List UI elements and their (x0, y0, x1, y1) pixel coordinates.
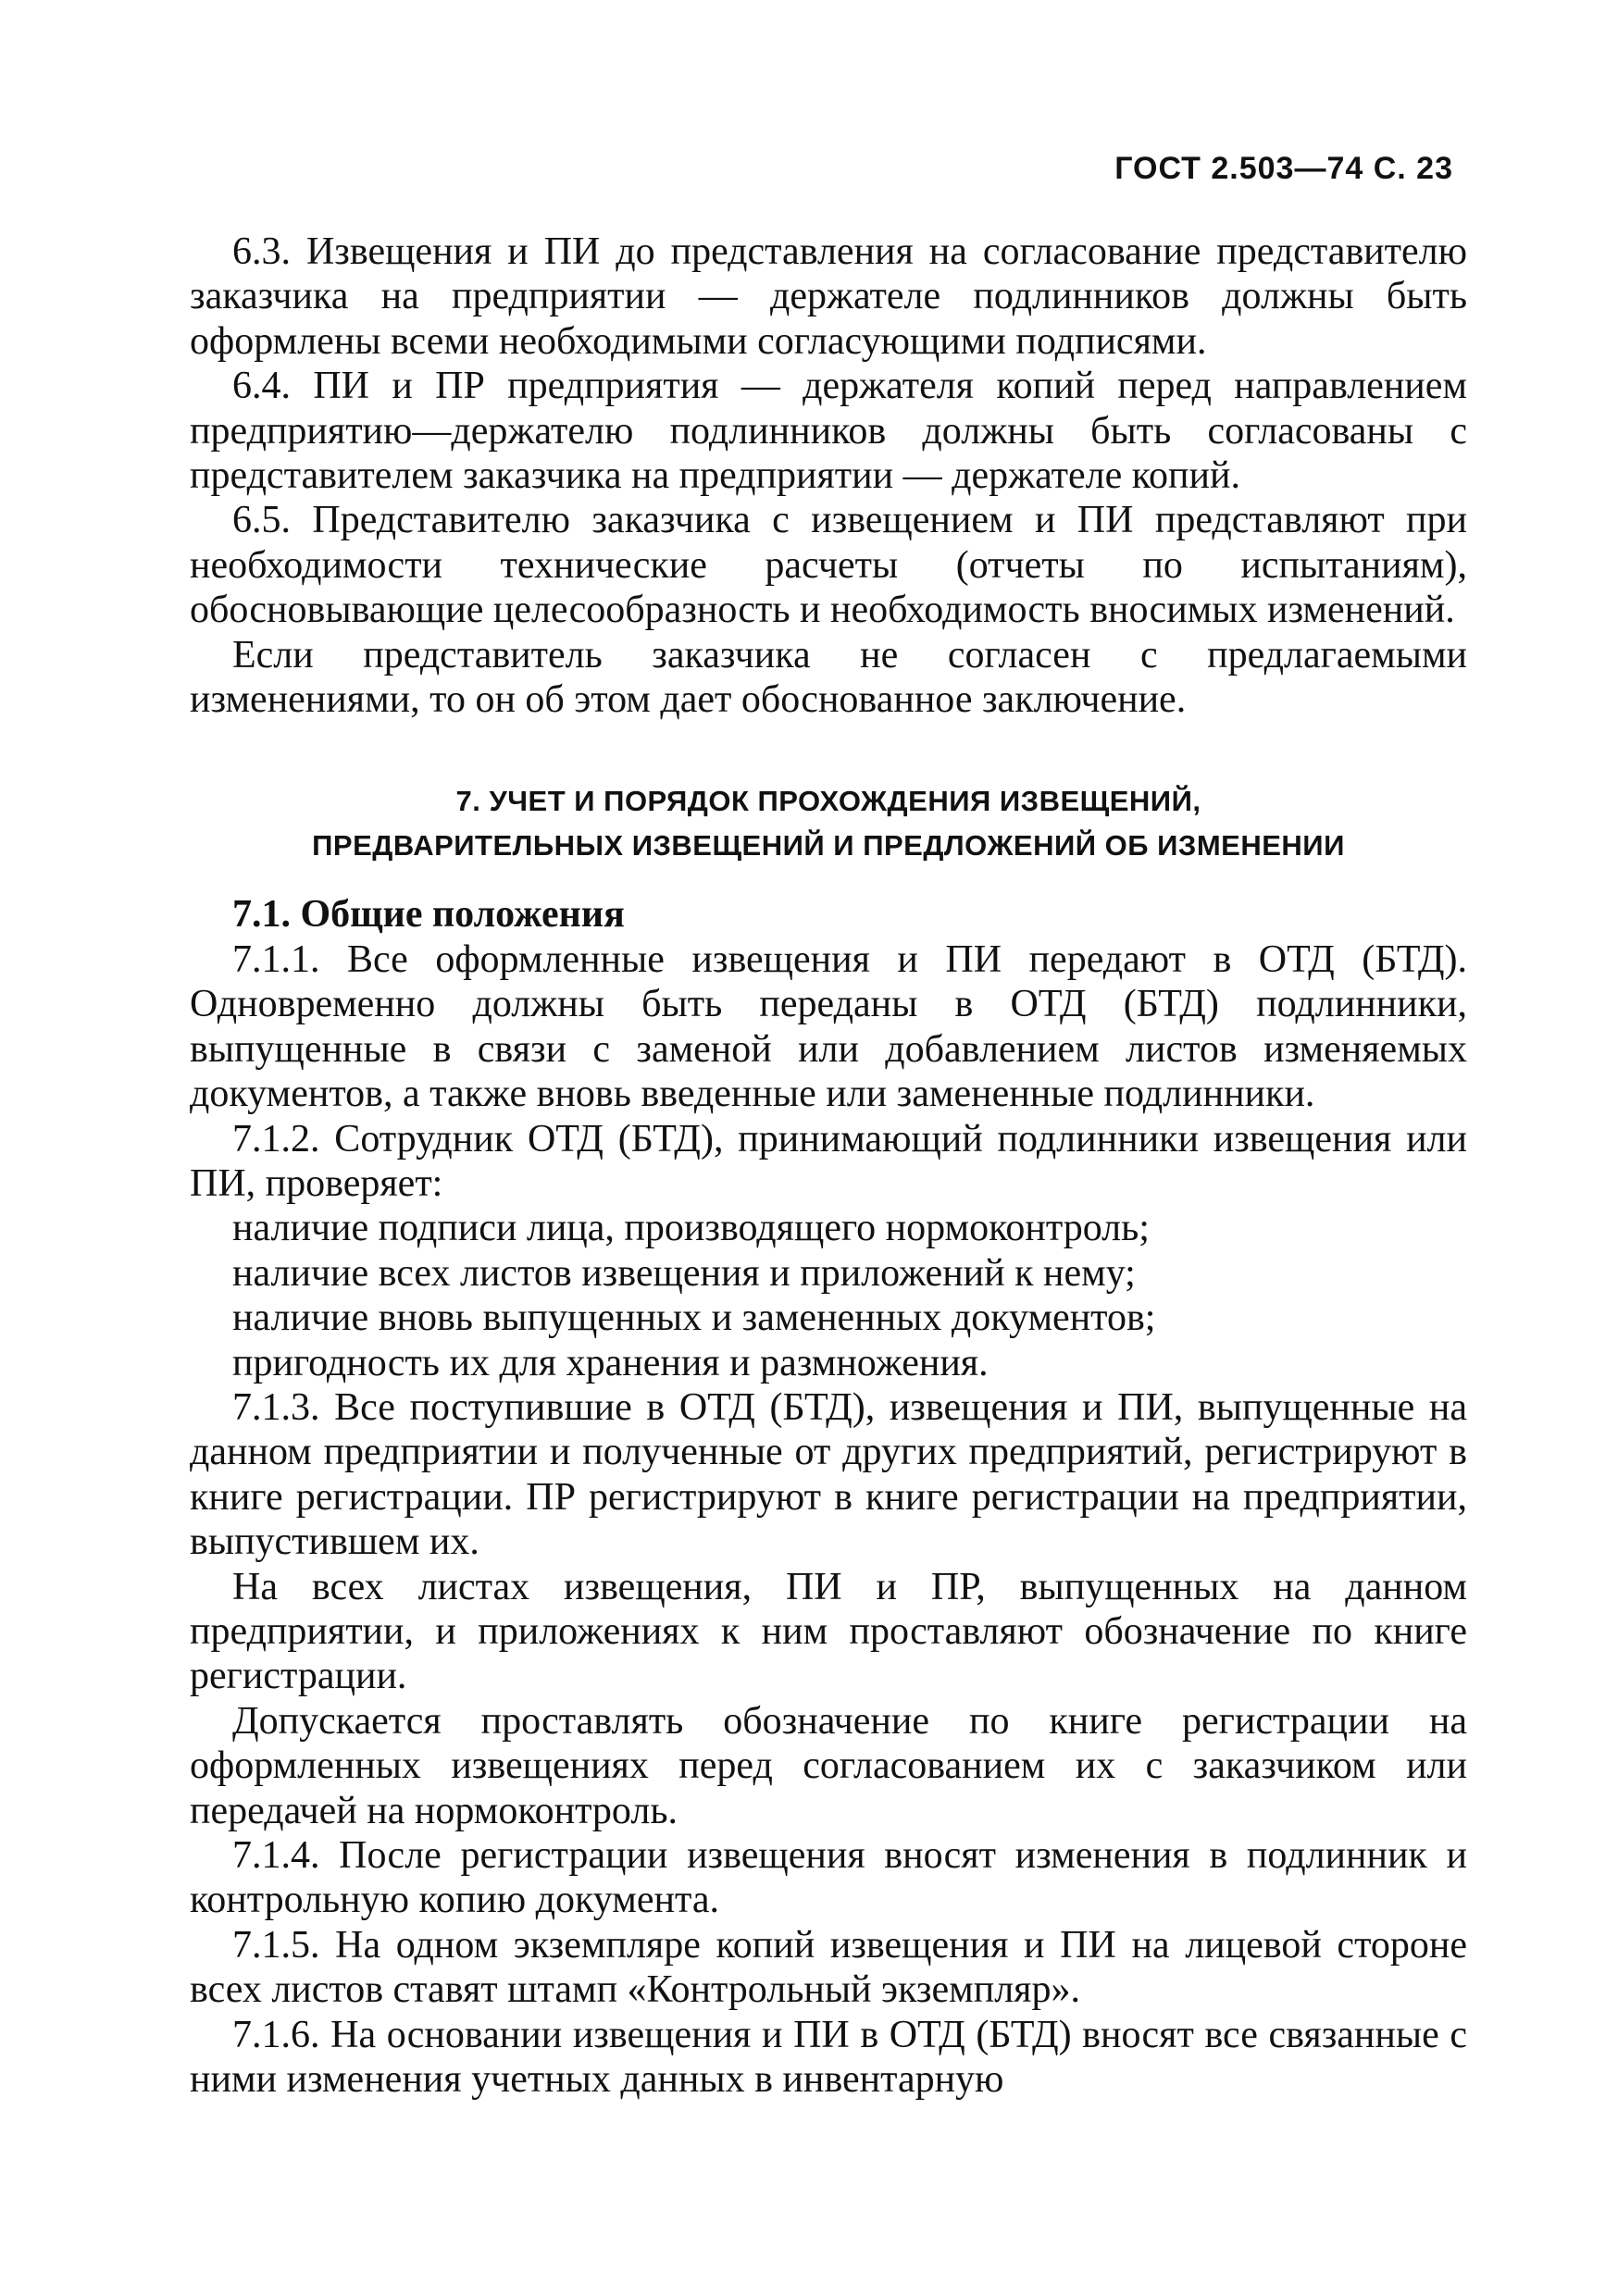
subsection-7-1-title: 7.1. Общие положения (232, 893, 625, 937)
paragraph-7-1-4: 7.1.4. После регистрации извещения вносят изменения в подлинник и контрольную копию документа. (190, 1834, 1467, 1922)
checklist-item: наличие подписи лица, производящего нормоконтроль; (232, 1207, 1150, 1250)
section-title-line-2: ПРЕДВАРИТЕЛЬНЫХ ИЗВЕЩЕНИЙ И ПРЕДЛОЖЕНИЙ ОБ ИЗМЕНЕНИИ (312, 829, 1345, 863)
checklist-item: наличие вновь выпущенных и замененных документов; (232, 1297, 1156, 1340)
paragraph-7-1-1: 7.1.1. Все оформленные извещения и ПИ передают в ОТД (БТД). Одновременно должны быть переданы в ОТД (БТД) подлинники, выпущенные в связи с заменой или добавлением листов изменяемых документов, а также вновь введенные или замененные подлинники. (190, 937, 1467, 1116)
paragraph-6-5: 6.5. Представителю заказчика с извещением и ПИ представляют при необходимости технические расчеты (отчеты по испытаниям), обосновывающие целесообразность и необходимость вносимых изменений. (190, 499, 1467, 632)
checklist-item: пригодность их для хранения и размножения. (232, 1341, 989, 1384)
section-7-title (190, 779, 1467, 868)
document-body (190, 230, 1467, 2102)
paragraph-7-1-3: 7.1.3. Все поступившие в ОТД (БТД), извещения и ПИ, выпущенные на данном предприятии и полученные от других предприятий, регистрируют в книге регистрации. ПР регистрируют в книге регистрации на предприятии, выпустившем их. (190, 1385, 1467, 1564)
paragraph-6-3: 6.3. Извещения и ПИ до представления на согласование представителю заказчика на предприятии — держателе подлинников должны быть оформлены всеми необходимыми согласующими подписями. (190, 230, 1467, 363)
section-title-line-1: 7. УЧЕТ И ПОРЯДОК ПРОХОЖДЕНИЯ ИЗВЕЩЕНИЙ, (455, 785, 1201, 818)
paragraph-6-4: 6.4. ПИ и ПР предприятия — держателя копий перед направлением предприятию—держателю подлинников должны быть согласованы с представителем заказчика на предприятии — держателе копий. (190, 365, 1467, 498)
paragraph-7-1-6: 7.1.6. На основании извещения и ПИ в ОТД (БТД) вносят все связанные с ними изменения учетных данных в инвентарную (190, 2013, 1467, 2102)
paragraph-objection: Если представитель заказчика не согласен с предлагаемыми изменениями, то он об этом дает обоснованное заключение. (190, 633, 1467, 722)
page-header: ГОСТ 2.503—74 С. 23 (1114, 151, 1453, 186)
paragraph-7-1-5: 7.1.5. На одном экземпляре копий извещения и ПИ на лицевой стороне всех листов ставят штамп «Контрольный экземпляр». (190, 1923, 1467, 2012)
checklist-item: наличие всех листов извещения и приложений к нему; (232, 1251, 1136, 1295)
paragraph-marking: На всех листах извещения, ПИ и ПР, выпущенных на данном предприятии, и приложениях к ним проставляют обозначение по книге регистрации. (190, 1565, 1467, 1698)
paragraph-permission: Допускается проставлять обозначение по книге регистрации на оформленных извещениях перед согласованием их с заказчиком или передачей на нормоконтроль. (190, 1699, 1467, 1832)
paragraph-7-1-2: 7.1.2. Сотрудник ОТД (БТД), принимающий подлинники извещения или ПИ, проверяет: (190, 1117, 1467, 1205)
